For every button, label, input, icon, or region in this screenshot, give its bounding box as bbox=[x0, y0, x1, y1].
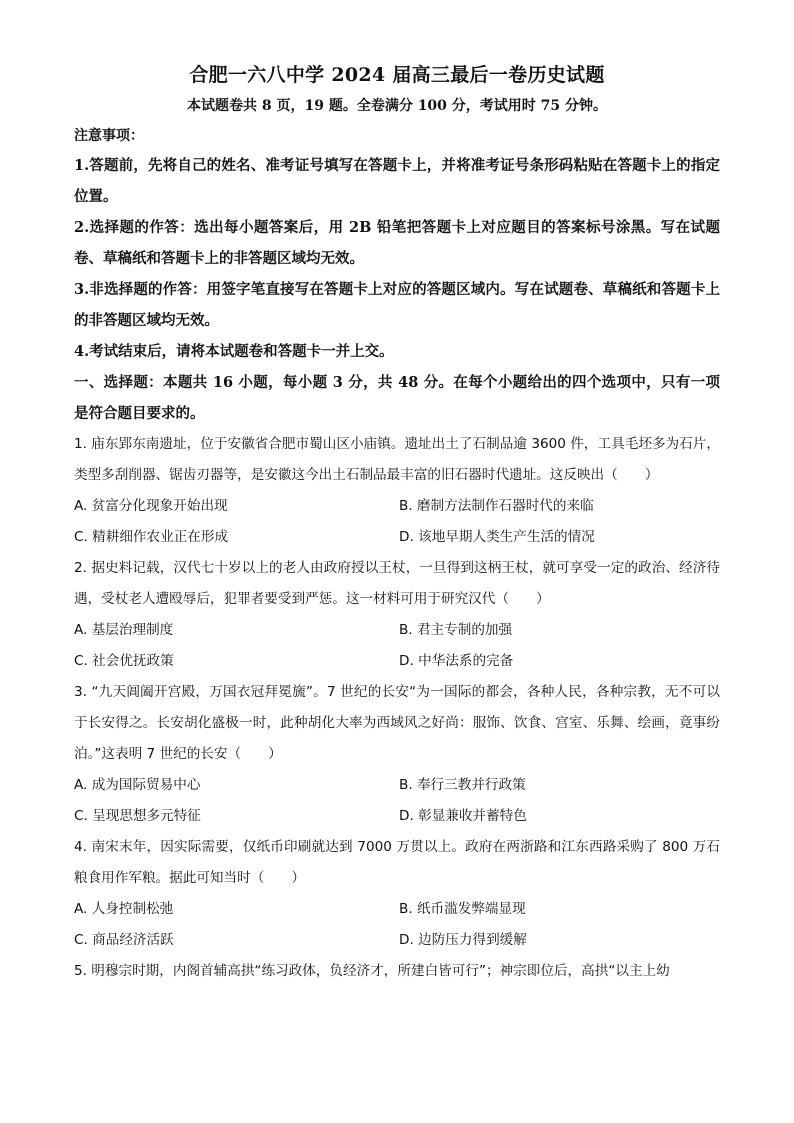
option-b: B. 纸币滥发弊端显现 bbox=[399, 901, 526, 917]
option-b: B. 磨制方法制作石器时代的来临 bbox=[399, 498, 594, 514]
notice-heading: 注意事项： bbox=[74, 128, 144, 144]
question-stem: 1. 庙东郢东南遗址，位于安徽省合肥市蜀山区小庙镇。遗址出土了石制品逾 3600 件，工具毛坯多为石片，类型多刮削器、锯齿刃器等，是安徽这今出土石制品最丰富的旧石器时代遗址。这反映出（ ） bbox=[74, 436, 720, 483]
exam-subtitle: 本试题卷共 8 页，19 题。全卷满分 100 分，考试用时 75 分钟。 bbox=[186, 98, 608, 114]
question-1 bbox=[74, 429, 720, 553]
notice-item-1: 1.答题前，先将自己的姓名、准考证号填写在答题卡上，并将准考证号条形码粘贴在答题卡上的指定位置。 bbox=[74, 157, 720, 205]
section-heading: 一、选择题：本题共 16 小题，每小题 3 分，共 48 分。在每个小题给出的四个选项中，只有一项是符合题目要求的。 bbox=[74, 374, 720, 422]
exam-page bbox=[74, 62, 720, 987]
question-stem: 3. “九天阊阖开宫殿，万国衣冠拜冕旒”。7 世纪的长安“为一国际的都会，各种人民，各种宗教，无不可以于长安得之。长安胡化盛极一时，此种胡化大率为西域风之好尚：服饰、饮食、宫室、乐舞、绘画，竟事纷泊。”这表明 7 世纪的长安（ ） bbox=[74, 684, 720, 762]
page-title: 合肥一六八中学 2024 届高三最后一卷历史试题 bbox=[189, 64, 605, 86]
option-d: D. 彰显兼收并蓄特色 bbox=[399, 808, 527, 824]
option-list bbox=[74, 615, 720, 677]
notice-item-2: 2.选择题的作答：选出每小题答案后，用 2B 铅笔把答题卡上对应题目的答案标号涂黑。写在试题卷、草稿纸和答题卡上的非答题区域均无效。 bbox=[74, 219, 720, 267]
option-c: C. 呈现思想多元特征 bbox=[74, 808, 201, 824]
option-a: A. 人身控制松弛 bbox=[74, 901, 174, 917]
question-stem: 4. 南宋末年，因实际需要，仅纸币印刷就达到 7000 万贯以上。政府在两浙路和江东西路采购了 800 万石粮食用作军粮。据此可知当时（ ） bbox=[74, 839, 720, 886]
option-a: A. 成为国际贸易中心 bbox=[74, 777, 201, 793]
question-stem: 2. 据史料记载，汉代七十岁以上的老人由政府授以王杖，一旦得到这柄王杖，就可享受一定的政治、经济待遇，受杖老人遭殴辱后，犯罪者要受到严惩。这一材料可用于研究汉代（ ） bbox=[74, 560, 720, 607]
option-list bbox=[74, 894, 720, 956]
question-4 bbox=[74, 832, 720, 956]
option-list bbox=[74, 770, 720, 832]
option-c: C. 社会优抚政策 bbox=[74, 653, 174, 669]
option-b: B. 奉行三教并行政策 bbox=[399, 777, 526, 793]
notice-item-3: 3.非选择题的作答：用签字笔直接写在答题卡上对应的答题区域内。写在试题卷、草稿纸和答题卡上的非答题区域均无效。 bbox=[74, 281, 720, 329]
option-list bbox=[74, 491, 720, 553]
option-a: A. 贫富分化现象开始出现 bbox=[74, 498, 228, 514]
question-5 bbox=[74, 956, 720, 987]
option-c: C. 精耕细作农业正在形成 bbox=[74, 529, 229, 545]
option-d: D. 边防压力得到缓解 bbox=[399, 932, 527, 948]
question-stem: 5. 明穆宗时期，内阁首辅高拱“练习政体，负经济才，所建白皆可行”；神宗即位后，高拱“以主上幼 bbox=[74, 963, 670, 979]
option-a: A. 基层治理制度 bbox=[74, 622, 174, 638]
option-d: D. 该地早期人类生产生活的情况 bbox=[399, 529, 595, 545]
question-2 bbox=[74, 553, 720, 677]
option-d: D. 中华法系的完备 bbox=[399, 653, 514, 669]
option-b: B. 君主专制的加强 bbox=[399, 622, 513, 638]
notice-item-4: 4.考试结束后，请将本试题卷和答题卡一并上交。 bbox=[74, 343, 394, 360]
option-c: C. 商品经济活跃 bbox=[74, 932, 174, 948]
question-3 bbox=[74, 677, 720, 832]
